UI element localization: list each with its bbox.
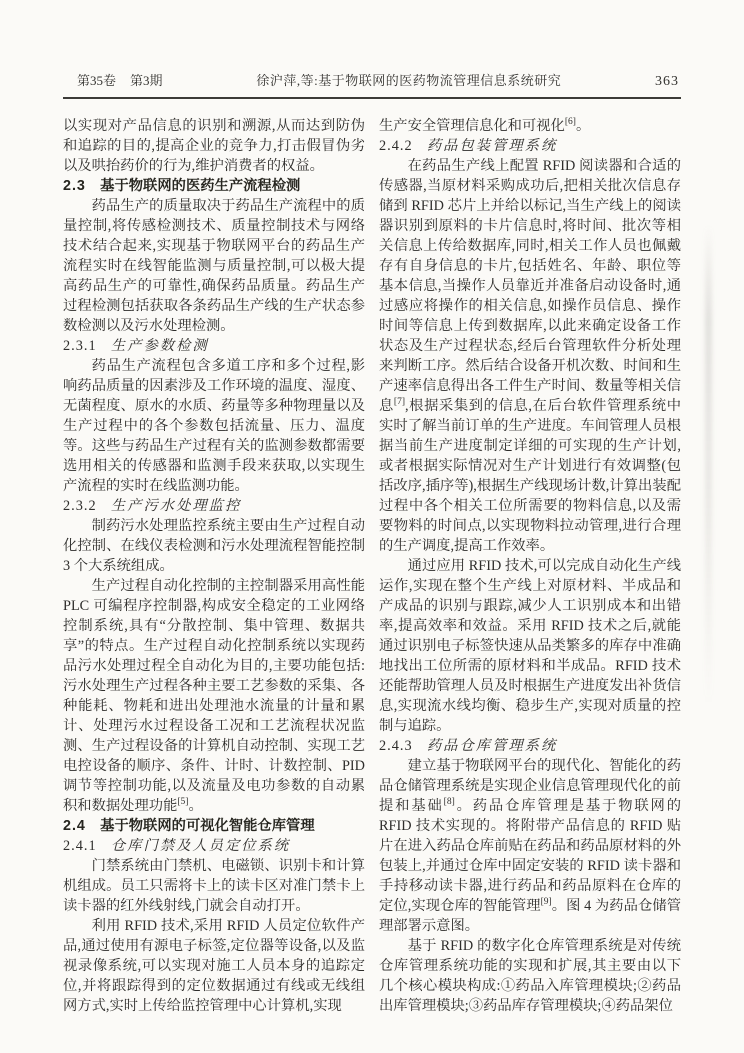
two-column-body: [63, 116, 681, 1016]
subsection-title: 生产污水处理监控: [110, 498, 242, 514]
paragraph-text: 生产过程自动化控制的主控制器采用高性能PLC 可编程序控制器,构成安全稳定的工业网络控制系统,具有“分散控制、集中管理、数据共享”的特点。生产过程自动化控制系统以实现药品污水处理过程全自动化为目的,主要功能包括:污水处理生产过程各种主要工艺参数的采集、各种能耗、物耗和进出处理池水流量的计量和累计、处理污水过程设备工况和工艺流程状况监测、生产过程设备的计算机自动控制、实现工艺电控设备的顺序、条件、计时、计数控制、PID 调节等控制功能,以及流量及电功参数的自动累积和数据处理功能: [63, 578, 365, 814]
paragraph: 门禁系统由门禁机、电磁锁、识别卡和计算机组成。员工只需将卡上的读卡区对准门禁卡上读卡器的红外线射线,门就会自动打开。: [63, 858, 365, 914]
paragraph: 基于 RFID 的数字化仓库管理系统是对传统仓库管理系统功能的实现和扩展,其主要由以下几个核心模块构成:①药品入库管理模块;②药品出库管理模块;③药品库存管理模块;④药品架位: [379, 938, 681, 1014]
paragraph-with-citation: [63, 576, 365, 816]
volume-issue: [77, 70, 163, 89]
subsection-heading-2-3-2: [63, 496, 365, 516]
citation-marker-7: [7]: [393, 397, 405, 408]
subsection-heading-2-4-2: [379, 136, 681, 156]
subsection-number: 2.4.2: [379, 138, 413, 154]
running-title: 徐沪萍,等:基于物联网的医药物流管理信息系统研究: [256, 73, 562, 88]
subsection-heading-2-3-1: [63, 336, 365, 356]
citation-marker-6: [6]: [564, 117, 576, 128]
subsection-number: 2.4.1: [63, 838, 97, 854]
paragraph: 药品生产流程包含多道工序和多个过程,影响药品质量的因素涉及工作环境的温度、湿度、无菌程度、原水的水质、药量等多种物理量以及生产过程中的各个参数包括流量、压力、温度等。这些与药品生产过程有关的监测参数都需要选用相关的传感器和监测手段来获取,以实现生产流程的实时在线监测功能。: [63, 358, 365, 494]
subsection-number: 2.4.3: [379, 738, 413, 754]
subsection-number: 2.3.1: [63, 338, 97, 354]
issue-label: 第3期: [130, 73, 163, 88]
subsection-heading-2-4-1: [63, 836, 365, 856]
paragraph: 通过应用 RFID 技术,可以完成自动化生产线运作,实现在整个生产线上对原材料、半成品和产成品的识别与跟踪,减少人工识别成本和出错率,提高效率和效益。采用 RFID 技术之后,就能通过识别电子标签快速从品类繁多的库存中准确地找出工位所需的原材料和半成品。RFID 技术还能帮助管理人员及时根据生产进度发出补货信息,实现流水线均衡、稳步生产,实现对质量的控制与追踪。: [379, 558, 681, 734]
paragraph: 利用 RFID 技术,采用 RFID 人员定位软件产品,通过使用有源电子标签,定位器等设备,以及监视录像系统,可以实现对施工人员本身的追踪定位,并将跟踪得到的定位数据通过有线或无线组网方式,实时上传给监控管理中心计算机,实现: [63, 918, 365, 1014]
paragraph-text: 。药品仓库管理是基于物联网的 RFID 技术实现的。将附带产品信息的 RFID 贴片在进入药品仓库前贴在药品和药品原材料的外包装上,并通过仓库中固定安装的 RFID 读卡器和手持移动读卡器,进行药品和药品原料在仓库的定位,实现仓库的智能管理: [379, 798, 682, 914]
page-header: [63, 70, 681, 90]
volume-label: 第35卷: [77, 73, 117, 88]
paragraph-text: ,根据采集到的信息,在后台软件管理系统中实时了解当前订单的生产进度。车间管理人员根据当前生产进度制定详细的可实现的生产计划,或者根据实际情况对生产计划进行有效调整(包括改序,插序等),根据生产线现场计数,计算出装配过程中各个相关工位所需要的物料信息,以及需要物料的时间点,以实现物料拉动管理,进行合理的生产调度,提高工作效率。: [379, 398, 681, 554]
header-rule: [63, 97, 681, 99]
paragraph-with-citations: [379, 756, 681, 936]
paragraph-text: 。: [575, 118, 591, 134]
right-column: [379, 116, 681, 1016]
section-heading-2-4: [63, 816, 365, 836]
paragraph-continued: 以实现对产品信息的识别和溯源,从而达到防伪和追踪的目的,提高企业的竞争力,打击假冒伪劣以及哄抬药价的行为,维护消费者的权益。: [63, 118, 365, 174]
subsection-title: 生产参数检测: [110, 338, 209, 354]
page-number: 363: [655, 74, 679, 89]
subsection-heading-2-4-3: [379, 736, 681, 756]
subsection-title: 药品仓库管理系统: [426, 738, 558, 754]
paragraph: 药品生产的质量取决于药品生产流程中的质量控制,将传感检测技术、质量控制技术与网络技术结合起来,实现基于物联网平台的药品生产流程实时在线智能监测与质量控制,可以极大提高药品生产的可靠性,确保药品质量。药品生产过程检测包括获取各条药品生产线的生产状态参数检测以及污水处理检测。: [63, 198, 365, 334]
section-number: 2.3: [63, 178, 86, 194]
section-heading-2-3: [63, 176, 365, 196]
paragraph-text: 生产安全管理信息化和可视化: [379, 118, 565, 134]
paragraph-continued-with-citation: [379, 116, 681, 136]
subsection-title: 仓库门禁及人员定位系统: [110, 838, 291, 854]
section-number: 2.4: [63, 818, 86, 834]
paragraph-text: 在药品生产线上配置 RFID 阅读器和合适的传感器,当原材料采购成功后,把相关批次信息存储到 RFID 芯片上并给以标记,当生产线上的阅读器识别到原料的卡片信息时,将时间、批次等相关信息上传给数据库,同时,相关工作人员也佩戴存有自身信息的卡片,包括姓名、年龄、职位等基本信息,当操作人员靠近并准备启动设备时,通过感应将操作的相关信息,如操作员信息、操作时间等信息上传到数据库,以此来确定设备工作状态及生产过程状态,经后台管理软件分析处理来判断工序。然后结合设备开机次数、时间和生产速率信息得出各工件生产时间、数量等相关信息: [379, 158, 681, 414]
section-title: 基于物联网的医药生产流程检测: [100, 178, 301, 194]
paragraph-text: 。图 4 为药品仓储管理部署示意图。: [379, 898, 681, 934]
paragraph-text: 。: [188, 798, 203, 814]
citation-marker-8: [8]: [443, 797, 455, 808]
left-column: [63, 116, 365, 1016]
section-title: 基于物联网的可视化智能仓库管理: [100, 818, 315, 834]
subsection-title: 药品包装管理系统: [426, 138, 558, 154]
paragraph-with-citation: [379, 156, 681, 556]
paragraph: 制药污水处理监控系统主要由生产过程自动化控制、在线仪表检测和污水处理流程智能控制3 个大系统组成。: [63, 518, 365, 574]
paragraph-text: 建立基于物联网平台的现代化、智能化的药品仓储管理系统是实现企业信息管理现代化的前提和基础: [379, 758, 681, 814]
citation-marker-9: [9]: [540, 897, 552, 908]
citation-marker-5: [5]: [177, 797, 189, 808]
subsection-number: 2.3.2: [63, 498, 97, 514]
